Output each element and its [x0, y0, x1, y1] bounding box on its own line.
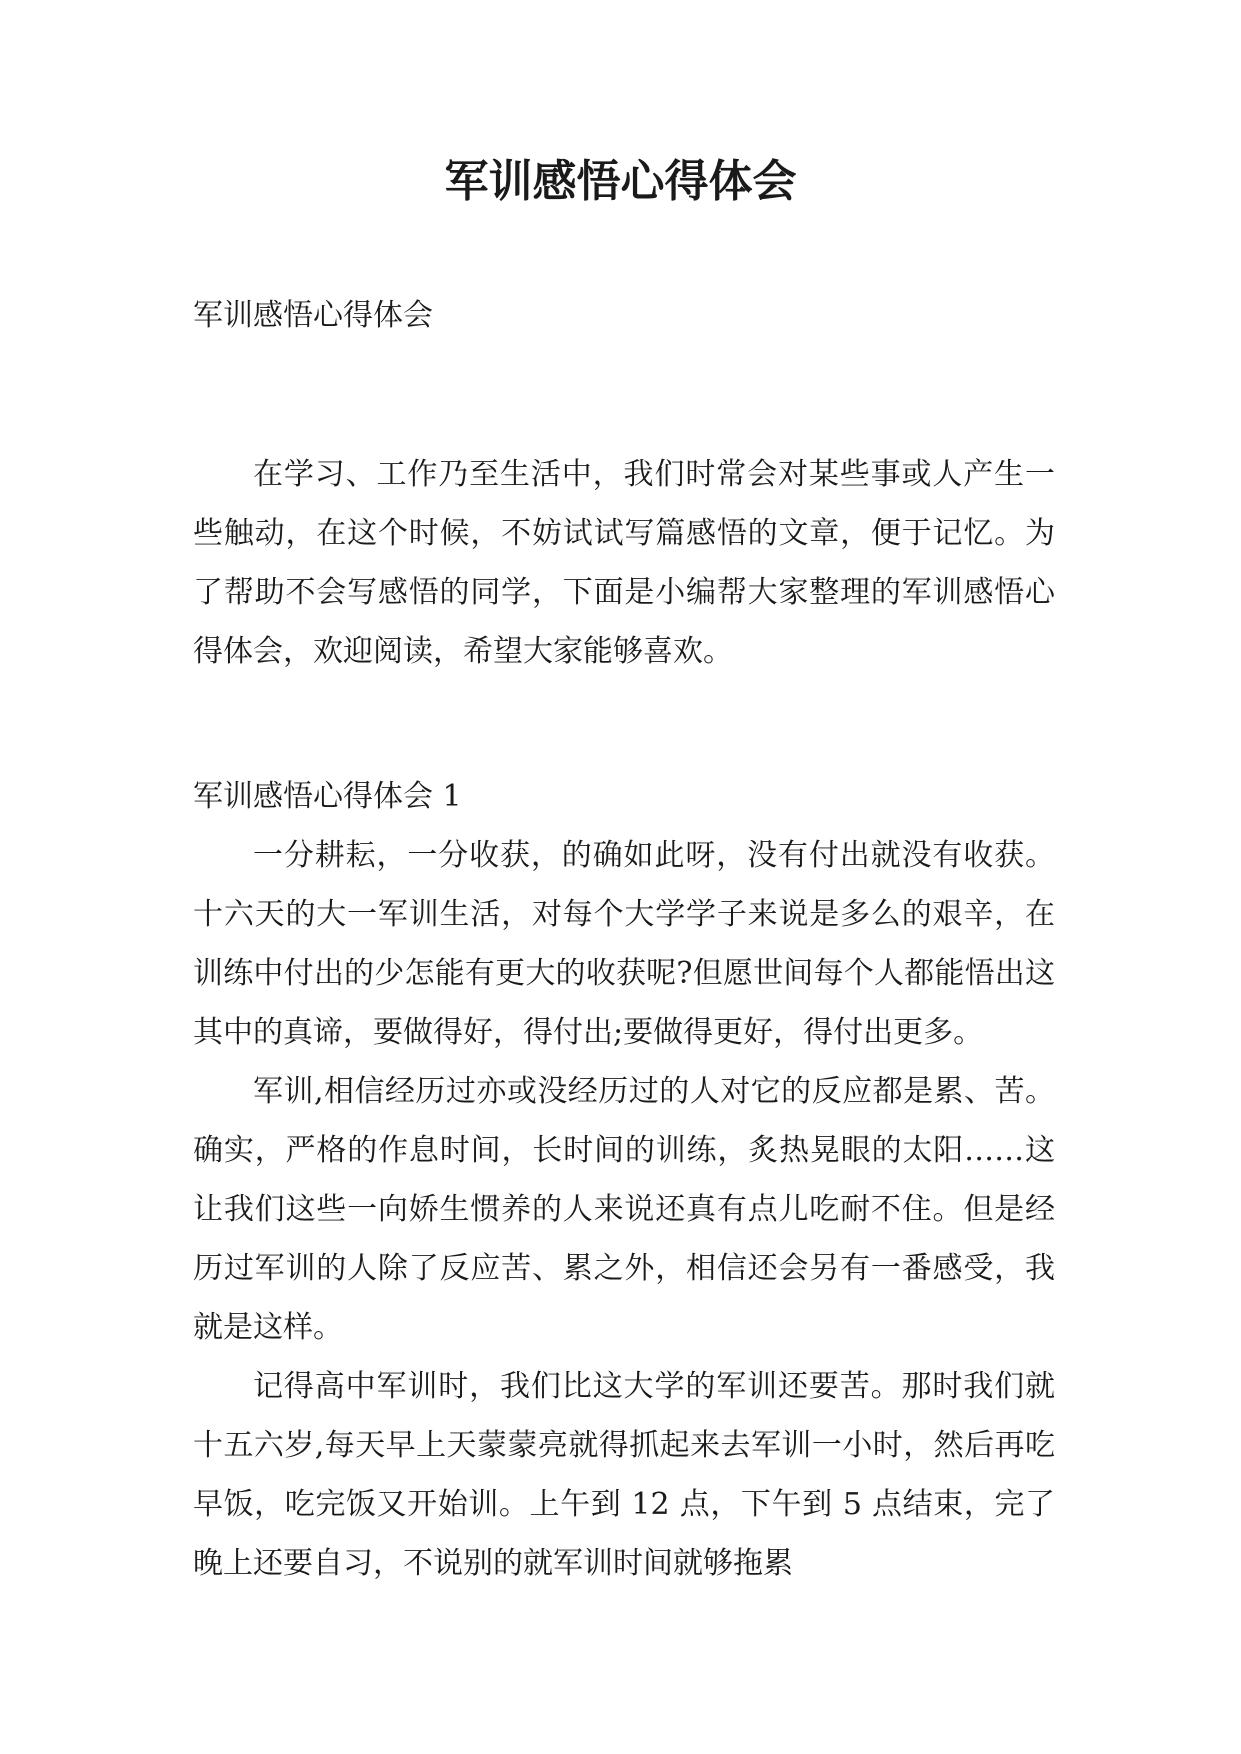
- body-paragraph: 军训,相信经历过亦或没经历过的人对它的反应都是累、苦。确实，严格的作息时间，长时间的训练，炙热晃眼的太阳……这让我们这些一向娇生惯养的人来说还真有点儿吃耐不住。但是经历过军训的人除了反应苦、累之外，相信还会另有一番感受，我就是这样。: [193, 1074, 1055, 1345]
- section-heading: 军训感悟心得体会 1: [193, 779, 462, 814]
- spacer: [193, 681, 1055, 767]
- intro-paragraph: 在学习、工作乃至生活中，我们时常会对某些事或人产生一些触动，在这个时候，不妨试试写篇感悟的文章，便于记忆。为了帮助不会写感悟的同学，下面是小编帮大家整理的军训感悟心得体会，欢迎阅读，希望大家能够喜欢。: [193, 457, 1055, 669]
- body-paragraph: 记得高中军训时，我们比这大学的军训还要苦。那时我们就十五六岁,每天早上天蒙蒙亮就得抓起来去军训一小时，然后再吃早饭，吃完饭又开始训。上午到 12 点，下午到 5 点结束，完了晚上还要自习，不说别的就军训时间就够拖累: [193, 1369, 1055, 1581]
- document-body: [193, 286, 1055, 1593]
- document-title: 军训感悟心得体会: [444, 156, 797, 207]
- document-subtitle: 军训感悟心得体会: [193, 298, 433, 333]
- body-paragraph: 一分耕耘，一分收获，的确如此呀，没有付出就没有收获。十六天的大一军训生活，对每个大学学子来说是多么的艰辛，在训练中付出的少怎能有更大的收获呢?但愿世间每个人都能悟出这其中的真谛，要做得好，得付出;要做得更好，得付出更多。: [193, 838, 1055, 1050]
- spacer: [193, 345, 1055, 445]
